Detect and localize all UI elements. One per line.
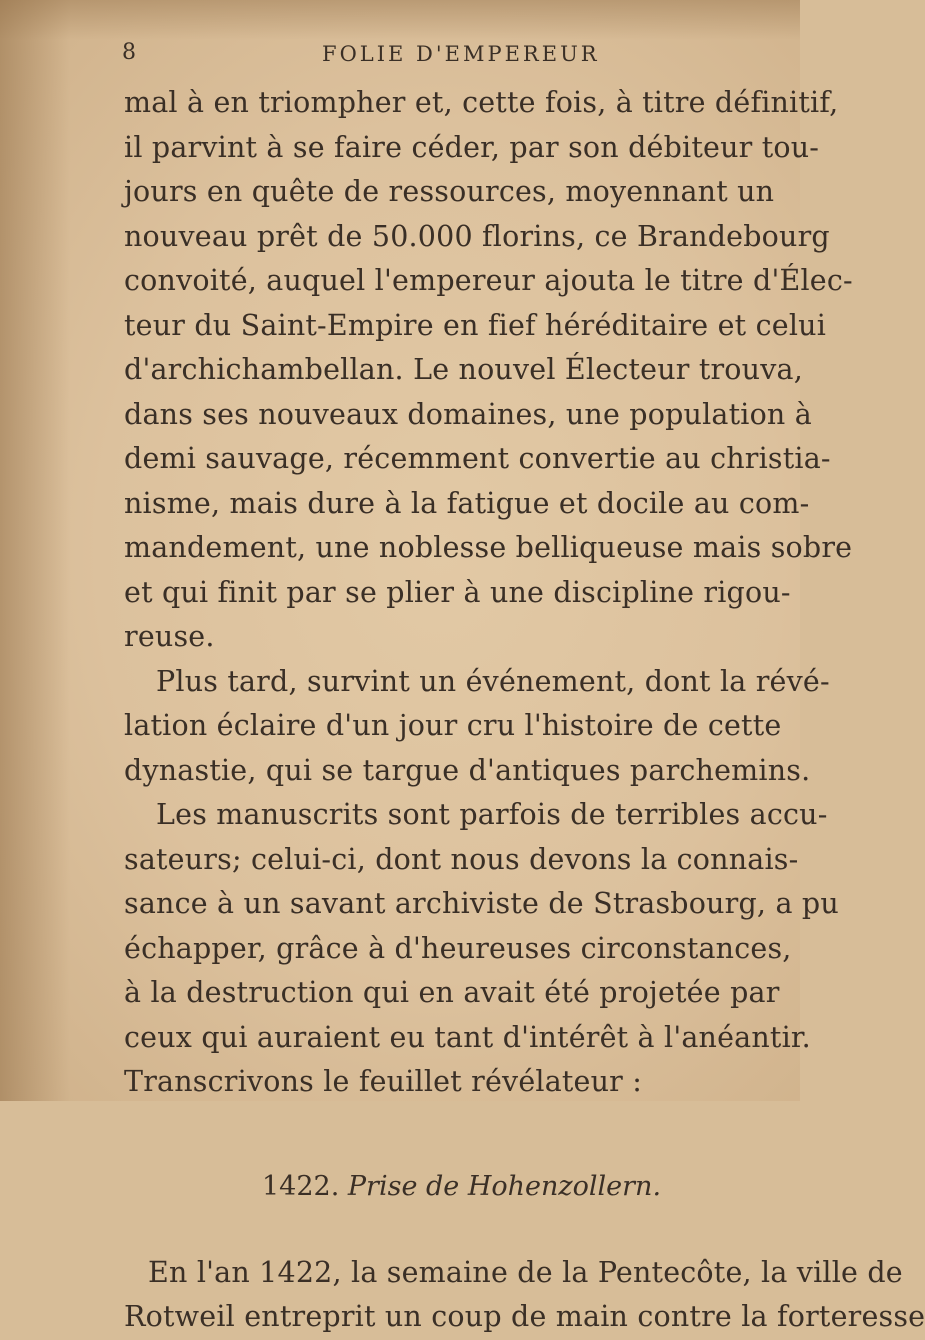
- text-line: ceux qui auraient eu tant d'intérêt à l'anéantir.: [124, 1020, 811, 1054]
- body-text: [124, 81, 925, 1340]
- page-shadow-top: [0, 0, 800, 40]
- text-line: sance à un savant archiviste de Strasbourg, a pu: [124, 887, 839, 920]
- paragraph-1: [124, 81, 853, 660]
- section-heading: [124, 1165, 716, 1209]
- text-line: échapper, grâce à d'heureuses circonstances,: [124, 931, 792, 965]
- paragraph-3: [124, 1251, 925, 1340]
- text-line: dynastie, qui se targue d'antiques parchemins.: [124, 753, 811, 787]
- text-line: demi sauvage, récemment convertie au christia-: [124, 442, 831, 475]
- text-line: nisme, mais dure à la fatigue et docile au com-: [124, 486, 810, 520]
- running-title: FOLIE D'EMPEREUR: [322, 42, 600, 66]
- section-year: 1422.: [262, 1170, 340, 1202]
- text-line: Transcrivons le feuillet révélateur :: [124, 1065, 643, 1098]
- text-line: sateurs; celui-ci, dont nous devons la connais-: [124, 842, 799, 876]
- text-line: jours en quête de ressources, moyennant un: [124, 175, 775, 208]
- text-line: nouveau prêt de 50.000 florins, ce Brandebourg: [124, 219, 830, 253]
- page-number: 8: [122, 40, 137, 65]
- text-line: et qui finit par se plier à une discipline rigou-: [124, 575, 791, 609]
- page-header: [122, 40, 682, 80]
- text-line: à la destruction qui en avait été projetée par: [124, 976, 780, 1009]
- text-line: convoité, auquel l'empereur ajouta le titre d'Élec-: [124, 264, 853, 297]
- text-line: Rotweil entreprit un coup de main contre la forteresse: [124, 1300, 925, 1333]
- text-line: teur du Saint-Empire en fief héréditaire et celui: [124, 308, 827, 342]
- section-title: Prise de Hohenzollern.: [347, 1170, 662, 1202]
- text-line: mal à en triompher et, cette fois, à titre définitif,: [124, 86, 839, 119]
- text-line: dans ses nouveaux domaines, une population à: [124, 397, 812, 431]
- text-line: mandement, une noblesse belliqueuse mais sobre: [124, 531, 853, 564]
- text-line: reuse.: [124, 620, 215, 653]
- page-shadow-left: [0, 0, 70, 1101]
- text-line: d'archichambellan. Le nouvel Électeur trouva,: [124, 353, 803, 386]
- text-line: Plus tard, survint un événement, dont la révé-: [156, 664, 830, 698]
- text-line: lation éclaire d'un jour cru l'histoire de cette: [124, 709, 782, 742]
- text-line: il parvint à se faire céder, par son débiteur tou-: [124, 130, 820, 164]
- paragraph-2: [124, 660, 839, 1105]
- text-line: En l'an 1422, la semaine de la Pentecôte, la ville de: [148, 1255, 903, 1289]
- section-gap: [124, 1209, 716, 1251]
- section-gap: [124, 1105, 716, 1165]
- text-line: Les manuscrits sont parfois de terribles accu-: [156, 798, 828, 831]
